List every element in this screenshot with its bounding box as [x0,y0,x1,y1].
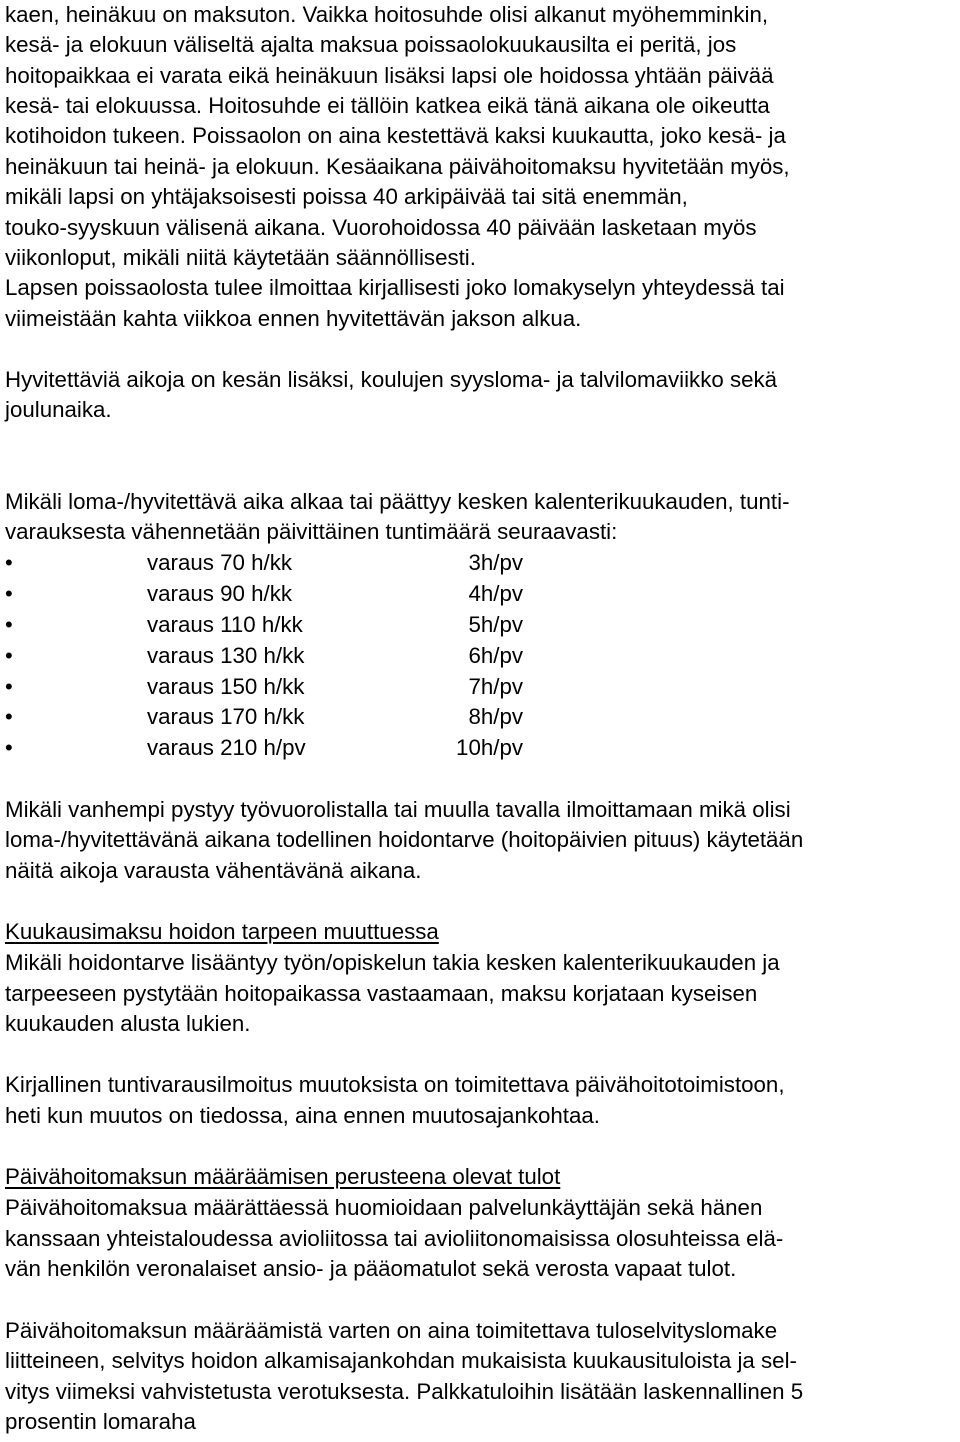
list-item [5,641,565,671]
reservation-amount: varaus 150 h/kk [147,674,305,699]
list-item [5,579,565,609]
list-item [5,672,565,702]
list-item [5,610,565,640]
bullet-icon: • [5,674,13,699]
text-line: joulunaika. [5,397,112,422]
text-line: Kirjallinen tuntivarausilmoitus muutoksista on toimitettava päivähoitotoimistoon, [5,1072,785,1097]
text-line: kanssaan yhteistaloudessa avioliitossa tai avioliitonomaisissa olosuhteissa elä- [5,1226,784,1251]
text-line: Lapsen poissaolosta tulee ilmoittaa kirjallisesti joko lomakyselyn yhteydessä tai [5,275,785,300]
reservation-amount: varaus 210 h/pv [147,735,306,760]
text-line: hoitopaikkaa ei varata eikä heinäkuun lisäksi lapsi ole hoidossa yhtään päivää [5,63,774,88]
reservation-amount: varaus 110 h/kk [147,612,303,637]
text-line: vän henkilön veronalaiset ansio- ja pääomatulot sekä verosta vapaat tulot. [5,1256,737,1281]
daily-reduction: 5h/pv [468,612,523,637]
list-item [5,702,565,732]
text-line: loma-/hyvitettävänä aikana todellinen hoidontarve (hoitopäivien pituus) käytetään [5,827,804,852]
reservation-amount: varaus 70 h/kk [147,550,293,575]
reservation-amount: varaus 170 h/kk [147,704,305,729]
text-line: Hyvitettäviä aikoja on kesän lisäksi, koulujen syysloma- ja talvilomaviikko sekä [5,367,778,392]
text-line: mikäli lapsi on yhtäjaksoisesti poissa 40 arkipäivää tai sitä enemmän, [5,184,688,209]
bullet-icon: • [5,704,13,729]
bullet-icon: • [5,612,13,637]
text-line: Mikäli loma-/hyvitettävä aika alkaa tai päättyy kesken kalenterikuukauden, tunti- [5,489,790,514]
text-line: Mikäli vanhempi pystyy työvuorolistalla tai muulla tavalla ilmoittamaan mikä olisi [5,797,791,822]
text-line: Päivähoitomaksun määräämistä varten on aina toimitettava tuloselvityslomake [5,1318,778,1343]
text-line: viimeistään kahta viikkoa ennen hyvitettävän jakson alkua. [5,306,582,331]
text-line: kuukauden alusta lukien. [5,1011,251,1036]
bullet-icon: • [5,735,13,760]
reservation-amount: varaus 90 h/kk [147,581,293,606]
section-heading: Päivähoitomaksun määräämisen perusteena olevat tulot [5,1164,561,1189]
daily-reduction: 7h/pv [468,674,523,699]
text-line: kesä- tai elokuussa. Hoitosuhde ei tällöin katkea eikä tänä aikana ole oikeutta [5,93,770,118]
bullet-icon: • [5,643,13,668]
text-line: kesä- ja elokuun väliseltä ajalta maksua poissaolokuukausilta ei peritä, jos [5,32,737,57]
text-line: Mikäli hoidontarve lisääntyy työn/opiskelun takia kesken kalenterikuukauden ja [5,950,780,975]
text-line: vitys viimeksi vahvistetusta verotuksesta. Palkkatuloihin lisätään laskennallinen 5 [5,1379,804,1404]
text-line: Päivähoitomaksua määrättäessä huomioidaan palvelunkäyttäjän sekä hänen [5,1195,763,1220]
text-line: viikonloput, mikäli niitä käytetään säännöllisesti. [5,245,476,270]
bullet-icon: • [5,550,13,575]
text-line: heinäkuun tai heinä- ja elokuun. Kesäaikana päivähoitomaksu hyvitetään myös, [5,154,790,179]
text-line: prosentin lomaraha [5,1409,196,1434]
daily-reduction: 3h/pv [468,550,523,575]
reservation-amount: varaus 130 h/kk [147,643,305,668]
section-heading: Kuukausimaksu hoidon tarpeen muuttuessa [5,919,439,944]
text-line: näitä aikoja varausta vähentävänä aikana. [5,858,422,883]
daily-reduction: 10h/pv [456,735,523,760]
text-line: heti kun muutos on tiedossa, aina ennen muutosajankohtaa. [5,1103,600,1128]
bullet-icon: • [5,581,13,606]
text-line: liitteineen, selvitys hoidon alkamisajankohdan mukaisista kuukausituloista ja sel- [5,1348,797,1373]
text-line: kaen, heinäkuu on maksuton. Vaikka hoitosuhde olisi alkanut myöhemminkin, [5,2,769,27]
list-item [5,733,565,763]
text-line: tarpeeseen pystytään hoitopaikassa vastaamaan, maksu korjataan kyseisen [5,981,758,1006]
list-item [5,548,565,578]
daily-reduction: 4h/pv [468,581,523,606]
text-line: touko-syyskuun välisenä aikana. Vuorohoidossa 40 päivään lasketaan myös [5,215,757,240]
text-line: varauksesta vähennetään päivittäinen tuntimäärä seuraavasti: [5,519,618,544]
daily-reduction: 6h/pv [468,643,523,668]
text-line: kotihoidon tukeen. Poissaolon on aina kestettävä kaksi kuukautta, joko kesä- ja [5,123,786,148]
daily-reduction: 8h/pv [468,704,523,729]
